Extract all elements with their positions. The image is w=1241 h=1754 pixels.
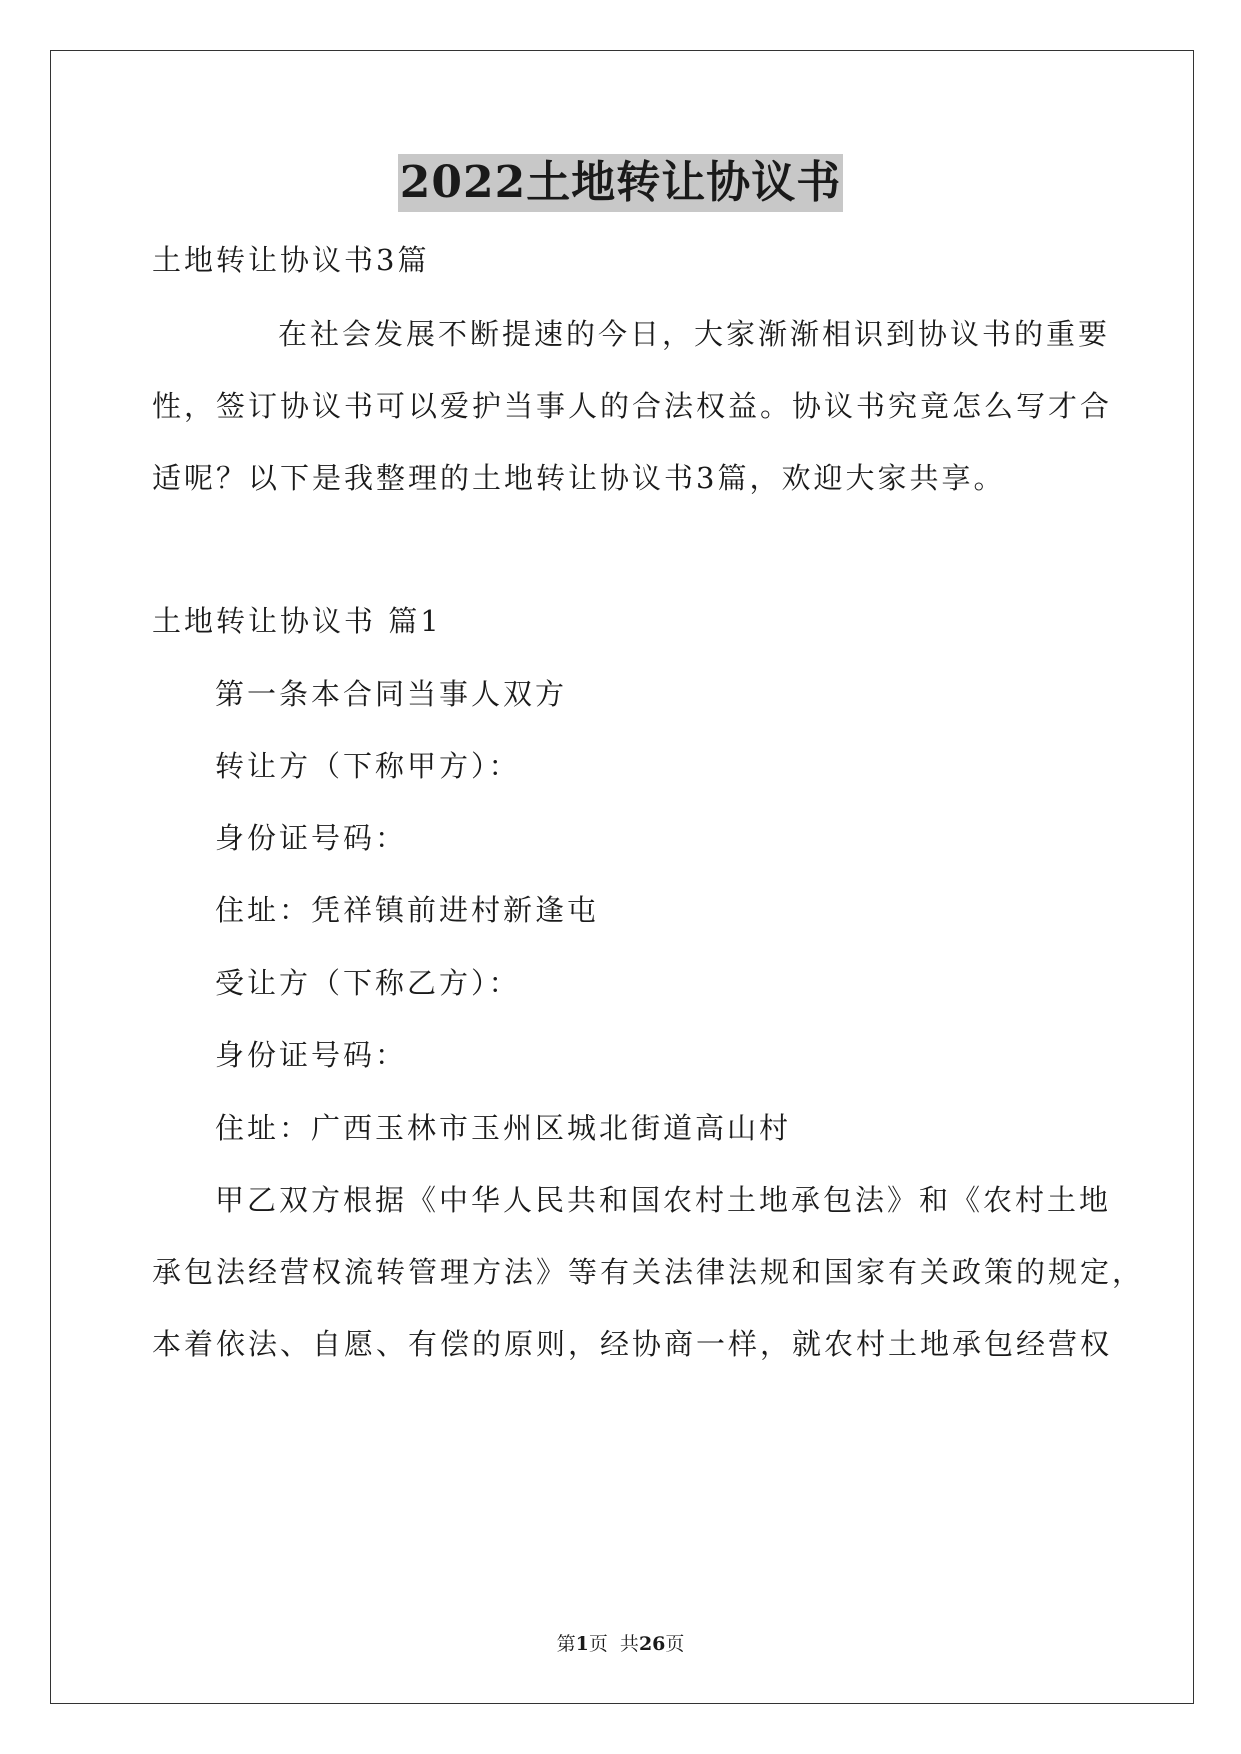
footer-prefix: 第 <box>556 1633 576 1655</box>
intro-line-1: 在社会发展不断提速的今日，大家渐渐相识到协议书的重要 <box>278 317 1111 351</box>
item-transferee-address: 住址：广西玉林市玉州区城北街道高山村 <box>215 1111 792 1145</box>
page-border <box>50 50 1194 1704</box>
item-transferor-address: 住址：凭祥镇前进村新逢屯 <box>215 893 600 927</box>
footer-suffix: 页 <box>665 1633 685 1655</box>
footer-page-number: 1 <box>575 1633 589 1655</box>
item-parties: 第一条本合同当事人双方 <box>215 677 568 711</box>
intro-line-2: 性，签订协议书可以爱护当事人的合法权益。协议书究竟怎么写才合 <box>152 389 1113 423</box>
item-transferee-id: 身份证号码： <box>215 1038 408 1072</box>
body-line-3: 本着依法、自愿、有偿的原则，经协商一样，就农村土地承包经营权 <box>152 1327 1113 1361</box>
page-footer <box>0 1632 1241 1656</box>
footer-total-pages: 26 <box>638 1633 666 1655</box>
item-transferor-id: 身份证号码： <box>215 821 408 855</box>
body-line-1: 甲乙双方根据《中华人民共和国农村土地承包法》和《农村土地 <box>215 1183 1112 1217</box>
document-subtitle: 土地转让协议书3篇 <box>152 243 430 277</box>
body-line-2: 承包法经营权流转管理方法》等有关法律法规和国家有关政策的规定， <box>152 1255 1145 1289</box>
item-transferee: 受让方（下称乙方）： <box>215 966 521 1000</box>
document-title: 2022土地转让协议书 <box>398 154 843 212</box>
item-transferor: 转让方（下称甲方）： <box>215 749 521 783</box>
footer-middle: 页 共 <box>588 1633 639 1655</box>
section-heading: 土地转让协议书 篇1 <box>152 604 442 638</box>
intro-line-3: 适呢？以下是我整理的土地转让协议书3篇，欢迎大家共享。 <box>152 461 1006 495</box>
title-container <box>0 154 1241 212</box>
